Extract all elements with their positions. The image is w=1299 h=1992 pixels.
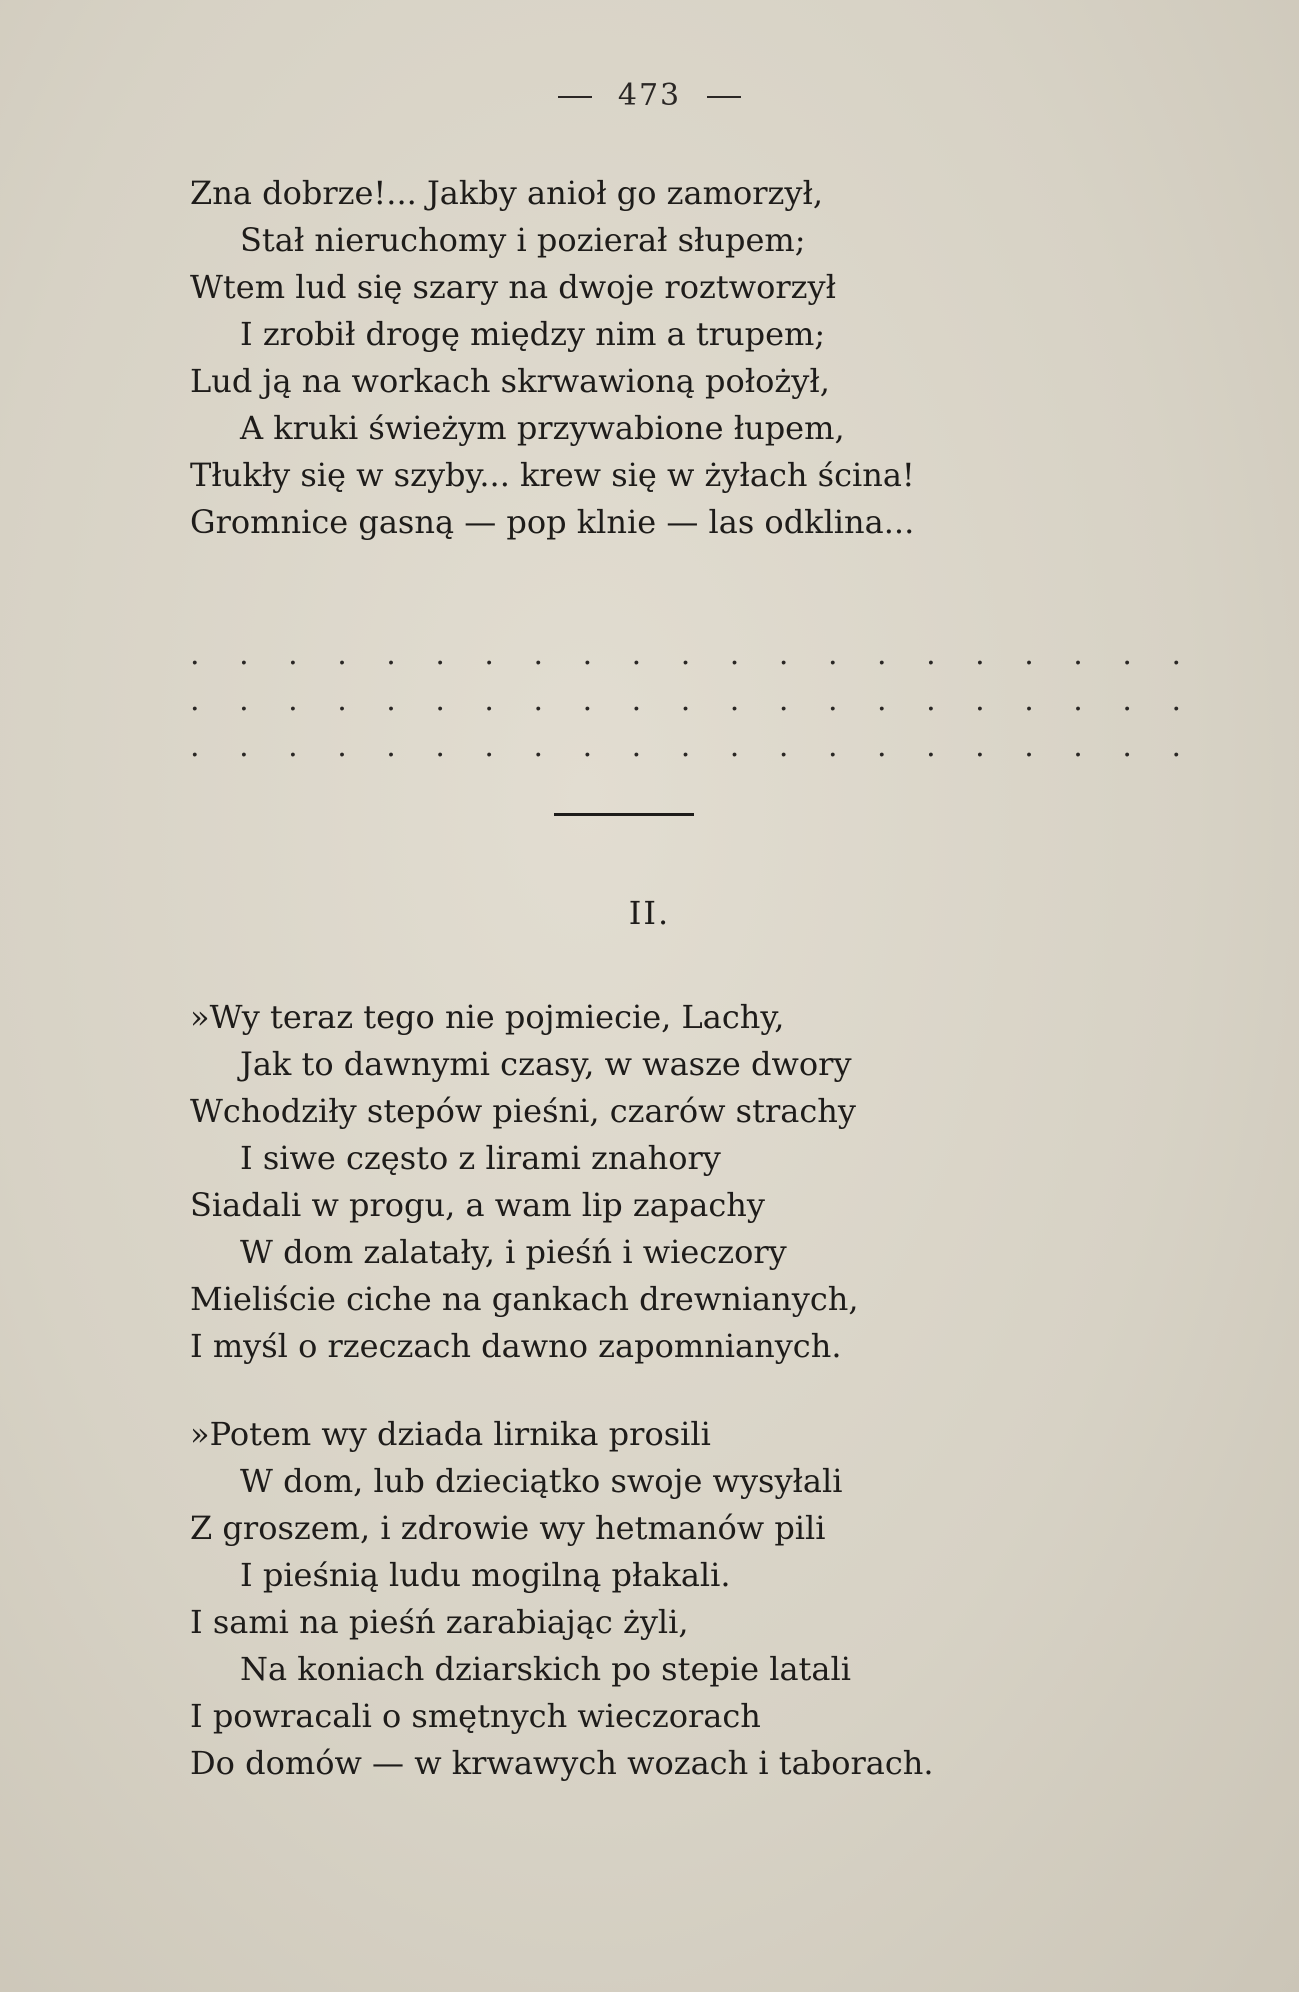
ellipsis-block	[190, 632, 1196, 770]
poem-line: Wtem lud się szary na dwoje roztworzył	[190, 268, 836, 306]
poem-line: I siwe często z lirami znahory	[240, 1139, 721, 1177]
poem-line: W dom, lub dzieciątko swoje wysyłali	[240, 1462, 843, 1500]
poem-line: Jak to dawnymi czasy, w wasze dwory	[240, 1045, 852, 1083]
poem-line: Wchodziły stepów pieśni, czarów strachy	[190, 1092, 856, 1130]
poem-line: I zrobił drogę między nim a trupem;	[240, 315, 826, 353]
page-number-text: 473	[617, 78, 682, 113]
poem-line: Stał nieruchomy i pozierał słupem;	[240, 221, 806, 259]
poem-line: A kruki świeżym przywabione łupem,	[240, 409, 845, 447]
poem-line: Na koniach dziarskich po stepie latali	[240, 1650, 851, 1688]
poem-line: Zna dobrze!... Jakby anioł go zamorzył,	[190, 174, 823, 212]
poem-line: »Wy teraz tego nie pojmiecie, Lachy,	[190, 998, 785, 1036]
section-divider	[554, 813, 694, 816]
poem-line: Mieliście ciche na gankach drewnianych,	[190, 1280, 859, 1318]
page-number	[0, 78, 1299, 113]
poem-line: Siadali w progu, a wam lip zapachy	[190, 1186, 765, 1224]
page-number-dash-left	[558, 96, 592, 98]
stanza-2	[190, 994, 1090, 1370]
section-title: II.	[628, 894, 671, 932]
poem-line: »Potem wy dziada lirnika prosili	[190, 1415, 711, 1453]
poem-line: I myśl o rzeczach dawno zapomnianych.	[190, 1327, 842, 1365]
poem-line: Gromnice gasną — pop klnie — las odklina...	[190, 503, 915, 541]
page-number-dash-right	[707, 96, 741, 98]
poem-line: Do domów — w krwawych wozach i taborach.	[190, 1744, 934, 1782]
poem-line: Tłukły się w szyby... krew się w żyłach ścina!	[190, 456, 915, 494]
poem-line: I pieśnią ludu mogilną płakali.	[240, 1556, 731, 1594]
ellipsis-row: . . . . . . . . . . . . . . . . . . . . .	[190, 729, 1196, 764]
ellipsis-row: . . . . . . . . . . . . . . . . . . . . .	[190, 637, 1196, 672]
stanza-1	[190, 170, 1090, 546]
ellipsis-row: . . . . . . . . . . . . . . . . . . . . .	[190, 683, 1196, 718]
stanza-3	[190, 1411, 1090, 1787]
poem-line: Lud ją na workach skrwawioną położył,	[190, 362, 830, 400]
poem-line: I sami na pieśń zarabiając żyli,	[190, 1603, 689, 1641]
poem-line: I powracali o smętnych wieczorach	[190, 1697, 761, 1735]
poem-line: W dom zalatały, i pieśń i wieczory	[240, 1233, 787, 1271]
poem-line: Z groszem, i zdrowie wy hetmanów pili	[190, 1509, 826, 1547]
